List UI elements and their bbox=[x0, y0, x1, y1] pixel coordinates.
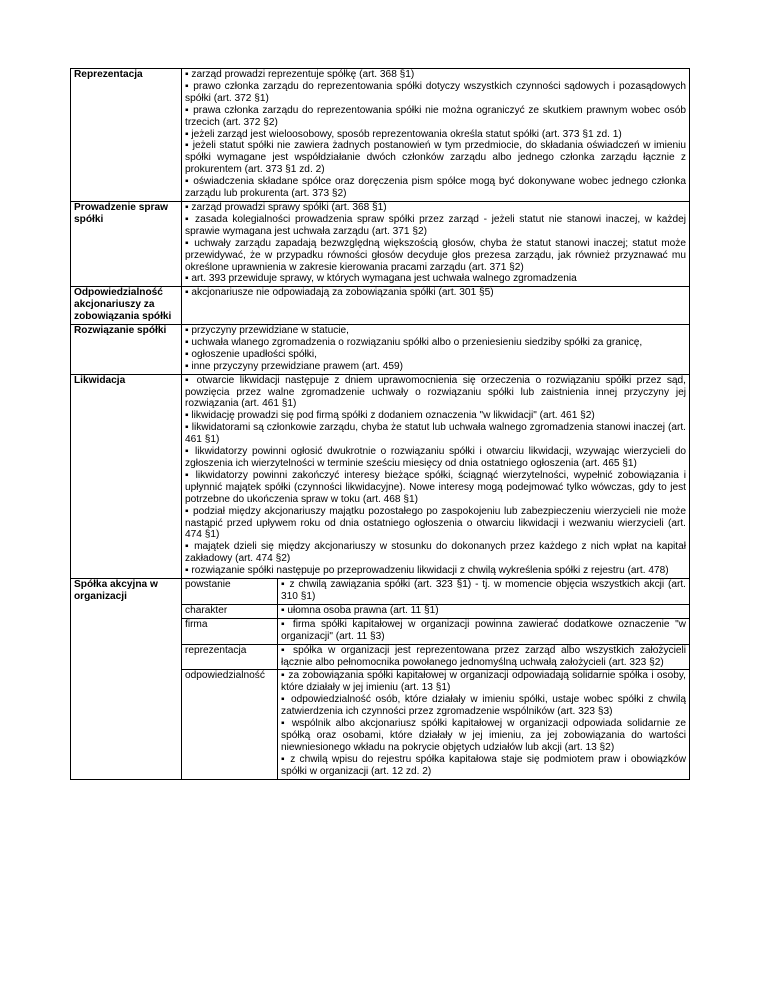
row-content bbox=[182, 201, 690, 286]
nested-row bbox=[182, 604, 689, 618]
nested-row-content bbox=[278, 644, 690, 670]
nested-row bbox=[182, 618, 689, 644]
nested-row bbox=[182, 670, 689, 779]
row-label: Rozwiązanie spółki bbox=[71, 325, 182, 375]
bullet-item: ▪ art. 393 przewiduje sprawy, w których wymagana jest uchwała walnego zgromadzenia bbox=[185, 273, 577, 285]
row-label: Reprezentacja bbox=[71, 69, 182, 202]
nested-row-label: firma bbox=[182, 618, 278, 644]
bullet-item: ▪ jeżeli zarząd jest wieloosobowy, sposób reprezentowania określa statut spółki (art. 373 §1 zd. 1) bbox=[185, 128, 622, 140]
bullet-item: ▪ firma spółki kapitałowej w organizacji powinna zawierać dodatkowe oznaczenie "w organizacji" (art. 11 §3) bbox=[281, 618, 686, 642]
bullet-item: ▪ uchwała wlanego zgromadzenia o rozwiązaniu spółki albo o przeniesieniu siedziby spółki za granicę, bbox=[185, 336, 643, 348]
table-row bbox=[71, 374, 690, 578]
nested-row-content bbox=[278, 670, 690, 779]
row-label: Odpowiedzialność akcjonariuszy za zobowiązania spółki bbox=[71, 287, 182, 325]
nested-row bbox=[182, 579, 689, 604]
nested-row-content bbox=[278, 618, 690, 644]
nested-row-label: charakter bbox=[182, 604, 278, 618]
bullet-item: ▪ likwidatorami są członkowie zarządu, chyba że statut lub uchwała walnego zgromadzenia stanowi inaczej (art. 461 §1) bbox=[185, 422, 686, 446]
bullet-item: ▪ odpowiedzialność osób, które działały w imieniu spółki, ustaje wobec spółki z chwilą zatwierdzenia ich czynności przez zgromadzenie wspólników (art. 323 §3) bbox=[281, 694, 686, 718]
row-label: Likwidacja bbox=[71, 374, 182, 578]
nested-row-content bbox=[278, 604, 690, 618]
bullet-item: ▪ jeżeli statut spółki nie zawiera żadnych postanowień w tym przedmiocie, do składania oświadczeń w imieniu spółki wymagane jest współdziałanie dwóch członków zarządu albo jednego członka zarządu łącznie z prokurentem (art. 373 §1 zd. 2) bbox=[185, 140, 686, 176]
row-content bbox=[182, 69, 690, 202]
bullet-item: ▪ zarząd prowadzi sprawy spółki (art. 368 §1) bbox=[185, 201, 387, 213]
document-page bbox=[70, 68, 690, 780]
table-row bbox=[71, 287, 690, 325]
bullet-item: ▪ likwidację prowadzi się pod firmą spółki z dodaniem oznaczenia "w likwidacji" (art. 461 §2) bbox=[185, 410, 595, 422]
bullet-item: ▪ oświadczenia składane spółce oraz doręczenia pism spółce mogą być dokonywane wobec jednego członka zarządu lub prokurenta (art. 373 §2) bbox=[185, 176, 686, 200]
row-content bbox=[182, 579, 690, 780]
bullet-item: ▪ prawo członka zarządu do reprezentowania spółki dotyczy wszystkich czynności sądowych i pozasądowych spółki (art. 372 §1) bbox=[185, 80, 686, 104]
nested-row bbox=[182, 644, 689, 670]
row-label: Spółka akcyjna w organizacji bbox=[71, 579, 182, 780]
bullet-item: ▪ zarząd prowadzi reprezentuje spółkę (art. 368 §1) bbox=[185, 69, 415, 80]
bullet-item: ▪ ułomna osoba prawna (art. 11 §1) bbox=[281, 604, 439, 616]
bullet-item: ▪ otwarcie likwidacji następuje z dniem uprawomocnienia się orzeczenia o rozwiązaniu spółki przez sąd, powzięcia przez walne zgromadzenie uchwały o rozwiązaniu spółki lub zaistnienia innej przyczyny jej rozwiązania (art. 461 §1) bbox=[185, 374, 686, 410]
bullet-item: ▪ spółka w organizacji jest reprezentowana przez zarząd albo wszystkich założycieli łącznie albo pełnomocnika powołanego jednomyślną uchwałą założycieli (art. 323 §2) bbox=[281, 644, 686, 668]
row-content bbox=[182, 287, 690, 325]
bullet-item: ▪ przyczyny przewidziane w statucie, bbox=[185, 325, 349, 337]
bullet-item: ▪ wspólnik albo akcjonariusz spółki kapitałowej w organizacji odpowiada solidarnie ze spółką oraz osobami, które działały w jej imieniu, za jej zobowiązania do wartości niewniesionego wkładu na pokrycie objętych udziałów lub akcji (art. 13 §2) bbox=[281, 718, 686, 753]
bullet-item: ▪ zasada kolegialności prowadzenia spraw spółki przez zarząd - jeżeli statut nie stanowi inaczej, w każdej sprawie wymagana jest uchwała zarządu (art. 371 §2) bbox=[185, 213, 686, 237]
table-row bbox=[71, 325, 690, 375]
bullet-item: ▪ likwidatorzy powinni zakończyć interesy bieżące spółki, ściągnąć wierzytelności, wypełnić zobowiązania i upłynnić majątek spółki (czynności likwidacyjne). Nowe interesy mogą podejmować tylko wówczas, gdy to jest potrzebne do ukończenia spraw w toku (art. 468 §1) bbox=[185, 469, 686, 505]
bullet-item: ▪ z chwilą wpisu do rejestru spółka kapitałowa staje się podmiotem praw i obowiązków spółki w organizacji (art. 12 zd. 2) bbox=[281, 753, 686, 777]
bullet-item: ▪ majątek dzieli się między akcjonariuszy w stosunku do dokonanych przez każdego z nich wpłat na kapitał zakładowy (art. 474 §2) bbox=[185, 541, 686, 565]
nested-row-content bbox=[278, 579, 690, 604]
row-label: Prowadzenie spraw spółki bbox=[71, 201, 182, 286]
bullet-item: ▪ likwidatorzy powinni ogłosić dwukrotnie o rozwiązaniu spółki i otwarciu likwidacji, wzywając wierzycieli do zgłoszenia ich wierzytelności w terminie sześciu miesięcy od dnia ostatniego ogłoszenia (art. 465 §1) bbox=[185, 446, 686, 469]
row-content bbox=[182, 325, 690, 375]
bullet-item: ▪ rozwiązanie spółki następuje po przeprowadzeniu likwidacji z chwilą wykreślenia spółki z rejestru (art. 478) bbox=[185, 565, 669, 577]
bullet-item: ▪ inne przyczyny przewidziane prawem (art. 459) bbox=[185, 360, 403, 372]
nested-row-label: odpowiedzialność bbox=[182, 670, 278, 779]
bullet-item: ▪ z chwilą zawiązania spółki (art. 323 §1) - tj. w momencie objęcia wszystkich akcji (art. 310 §1) bbox=[281, 579, 686, 602]
table-row bbox=[71, 201, 690, 286]
table-row-organizacja bbox=[71, 579, 690, 780]
summary-table bbox=[70, 68, 690, 780]
nested-row-label: powstanie bbox=[182, 579, 278, 604]
bullet-item: ▪ podział między akcjonariuszy majątku pozostałego po zaspokojeniu lub zabezpieczeniu wierzycieli nie może nastąpić przed upływem roku od dnia ostatniego ogłoszenia o otwarciu likwidacji i wezwaniu wierzycieli (art. 474 §1) bbox=[185, 505, 686, 541]
row-content bbox=[182, 374, 690, 578]
nested-row-label: reprezentacja bbox=[182, 644, 278, 670]
nested-table bbox=[182, 579, 689, 779]
table-row bbox=[71, 69, 690, 202]
bullet-item: ▪ za zobowiązania spółki kapitałowej w organizacji odpowiadają solidarnie spółka i osoby, które działały w jej imieniu (art. 13 §1) bbox=[281, 670, 686, 694]
bullet-item: ▪ ogłoszenie upadłości spółki, bbox=[185, 348, 317, 360]
bullet-item: ▪ uchwały zarządu zapadają bezwzględną większością głosów, chyba że statut stanowi inaczej; statut może przewidywać, że w przypadku równości głosów decyduje głos prezesa zarządu, jak również przyznawać mu określone uprawnienia w zakresie kierowania pracami zarządu (art. 371 §2) bbox=[185, 237, 686, 273]
bullet-item: ▪ akcjonariusze nie odpowiadają za zobowiązania spółki (art. 301 §5) bbox=[185, 287, 494, 299]
bullet-item: ▪ prawa członka zarządu do reprezentowania spółki nie można ograniczyć ze skutkiem prawnym wobec osób trzecich (art. 372 §2) bbox=[185, 104, 686, 128]
